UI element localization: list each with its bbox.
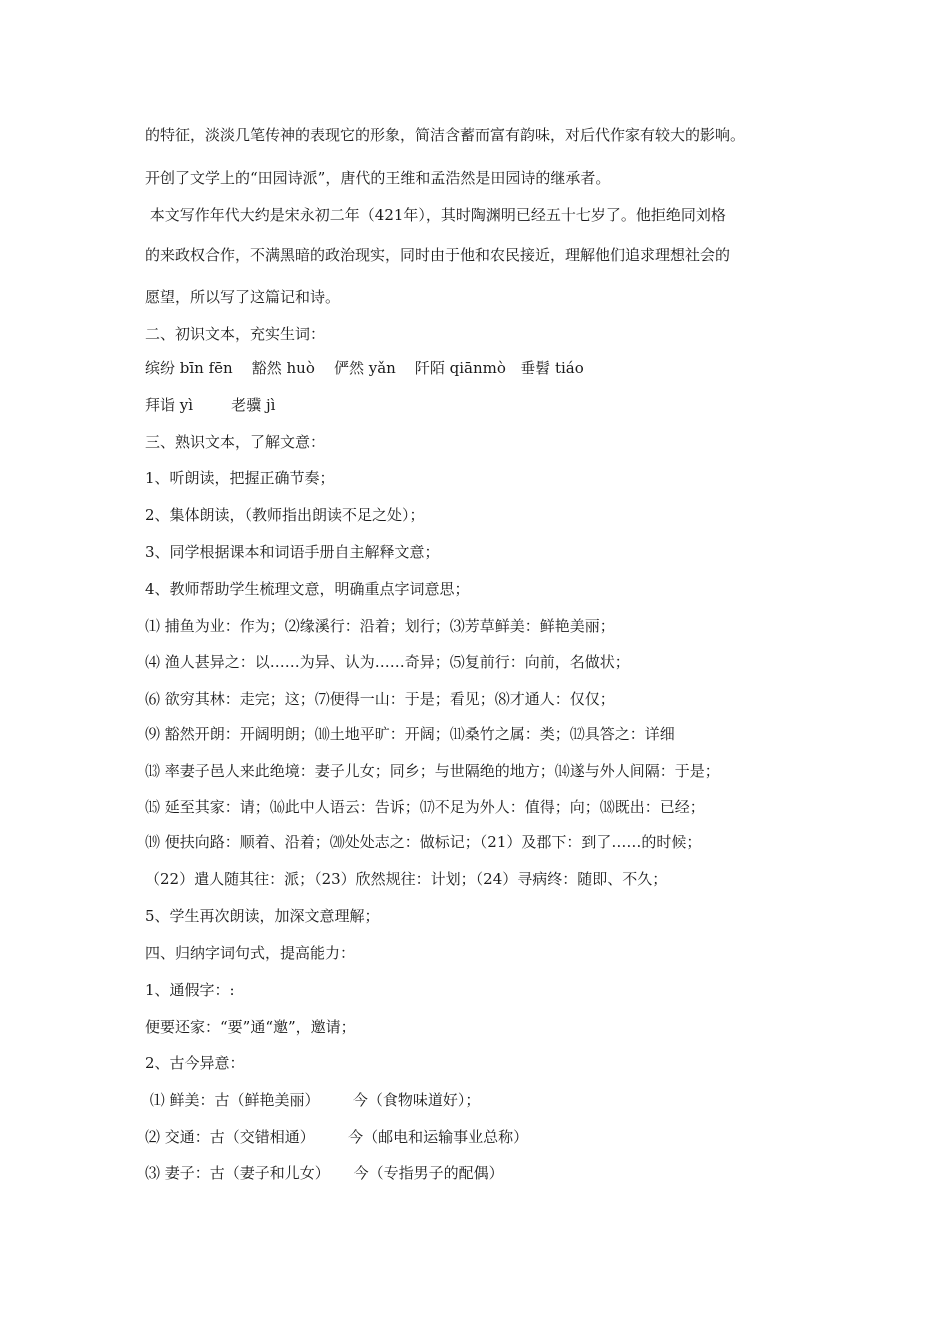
paragraph-line: 的来政权合作，不满黑暗的政治现实，同时由于他和农民接近，理解他们追求理想社会的	[145, 246, 731, 264]
gloss-line: ⒀ 率妻子邑人来此绝境：妻子儿女；同乡；与世隔绝的地方；⒁遂与外人间隔：于是；	[145, 762, 720, 780]
gloss-line: ⑴ 捕鱼为业：作为；⑵缘溪行：沿着；划行；⑶芳草鲜美：鲜艳美丽；	[145, 617, 615, 635]
paragraph-line: 本文写作年代大约是宋永初二年（421年），其时陶渊明已经五十七岁了。他拒绝同刘格	[145, 206, 726, 224]
paragraph-line: 开创了文学上的“田园诗派”，唐代的王维和孟浩然是田园诗的继承者。	[145, 169, 611, 187]
example-line: ⑴ 鲜美：古（鲜艳美丽） 今（食物味道好）；	[145, 1091, 481, 1109]
list-item: 1、听朗读，把握正确节奏；	[145, 469, 335, 487]
paragraph-line: 的特征，淡淡几笔传神的表现它的形象，简洁含蓄而富有韵味，对后代作家有较大的影响。	[145, 126, 746, 144]
paragraph-line: 愿望，所以写了这篇记和诗。	[145, 288, 341, 306]
vocab-line: 拜诣 yì 老骥 jì	[145, 396, 276, 414]
gloss-line: ⑹ 欲穷其林：走完；这；⑺便得一山：于是；看见；⑻才通人：仅仅；	[145, 690, 615, 708]
list-item: 4、教师帮助学生梳理文意，明确重点字词意思；	[145, 580, 470, 598]
list-item: 5、学生再次朗读，加深文意理解；	[145, 907, 380, 925]
list-item: 2、集体朗读，（教师指出朗读不足之处）；	[145, 506, 425, 524]
gloss-line: ⑼ 豁然开朗：开阔明朗；⑽土地平旷：开阔；⑾桑竹之属：类；⑿具答之：详细	[145, 725, 675, 743]
gloss-line: （22）遣人随其往：派；（23）欣然规往：计划；（24）寻病终：随即、不久；	[145, 870, 668, 888]
section-heading: 四、归纳字词句式，提高能力：	[145, 944, 356, 962]
list-item: 1、通假字：:	[145, 981, 235, 999]
example-line: 便要还家：“要”通“邀”，邀请；	[145, 1018, 356, 1036]
example-line: ⑵ 交通：古（交错相通） 今（邮电和运输事业总称）	[145, 1128, 529, 1146]
gloss-line: ⑷ 渔人甚异之：以……为异、认为……奇异；⑸复前行：向前，名做状；	[145, 653, 630, 671]
gloss-line: ⒂ 延至其家：请；⒃此中人语云：告诉；⒄不足为外人：值得；向；⒅既出：已经；	[145, 798, 705, 816]
section-heading: 三、熟识文本，了解文意：	[145, 433, 326, 451]
example-line: ⑶ 妻子：古（妻子和儿女） 今（专指男子的配偶）	[145, 1164, 504, 1182]
section-heading: 二、初识文本，充实生词：	[145, 325, 326, 343]
gloss-line: ⒆ 便扶向路：顺着、沿着；⒇处处志之：做标记；（21）及郡下：到了……的时候；	[145, 833, 702, 851]
list-item: 3、同学根据课本和词语手册自主解释文意；	[145, 543, 440, 561]
vocab-line: 缤纷 bīn fēn 豁然 huò 俨然 yǎn 阡陌 qiānmò 垂髫 tiáo	[145, 359, 584, 377]
list-item: 2、古今异意：	[145, 1054, 245, 1072]
